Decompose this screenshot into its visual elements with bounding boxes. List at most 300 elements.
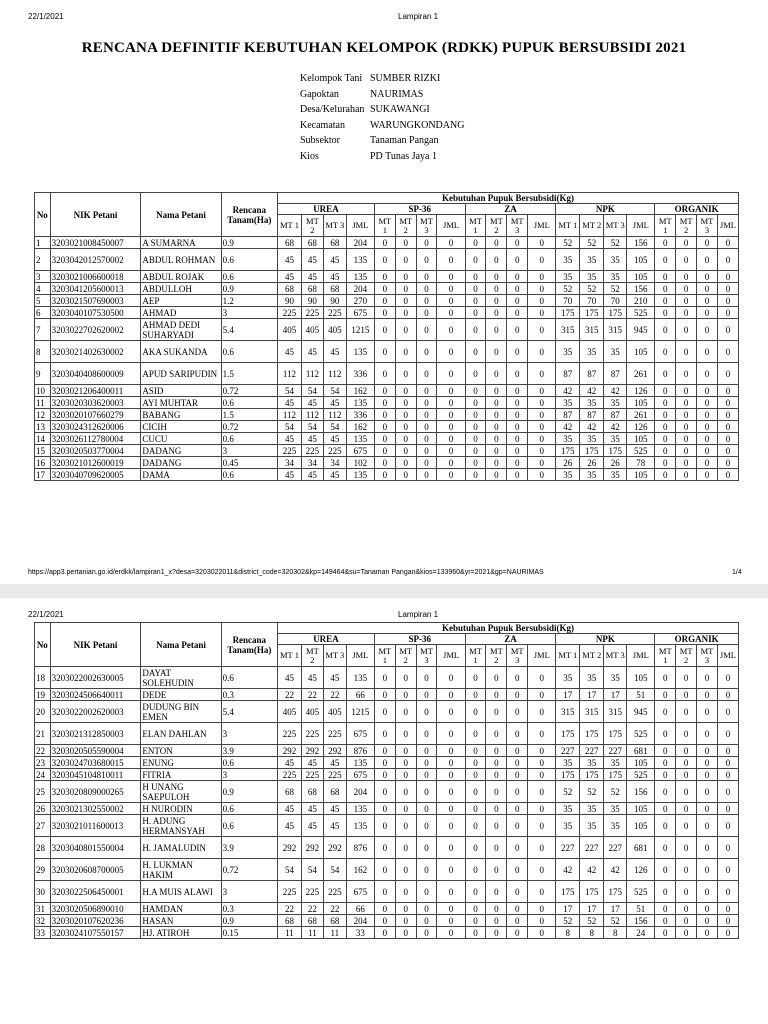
cell-value: 0 bbox=[416, 445, 437, 457]
cell-rencana: 0.72 bbox=[221, 385, 277, 397]
cell-value: 225 bbox=[277, 881, 301, 903]
cell-value: 45 bbox=[277, 271, 301, 283]
table-row bbox=[35, 469, 739, 481]
cell-value: 292 bbox=[323, 837, 346, 859]
header-sub: MT 3 bbox=[507, 645, 528, 667]
cell-value: 175 bbox=[604, 307, 627, 319]
cell-value: 35 bbox=[580, 803, 604, 815]
cell-rencana: 0.6 bbox=[221, 271, 277, 283]
cell-value: 1215 bbox=[346, 319, 374, 341]
cell-value: 35 bbox=[556, 667, 580, 689]
cell-value: 42 bbox=[604, 421, 627, 433]
cell-value: 0 bbox=[717, 249, 738, 271]
cell-rencana: 0.6 bbox=[221, 667, 277, 689]
info-row bbox=[300, 149, 464, 165]
cell-value: 0 bbox=[486, 341, 507, 363]
cell-nik: 3203021402630002 bbox=[50, 341, 141, 363]
header-nama: Nama Petani bbox=[141, 193, 221, 237]
cell-value: 0 bbox=[416, 363, 437, 385]
cell-value: 35 bbox=[580, 433, 604, 445]
cell-value: 0 bbox=[655, 433, 676, 445]
cell-no: 6 bbox=[35, 307, 51, 319]
cell-value: 0 bbox=[437, 667, 465, 689]
info-label: Gapoktan bbox=[300, 88, 339, 100]
table-row bbox=[35, 723, 739, 745]
cell-value: 175 bbox=[580, 769, 604, 781]
table-row bbox=[35, 433, 739, 445]
cell-value: 0 bbox=[486, 689, 507, 701]
header-fertilizer: UREA bbox=[277, 204, 374, 215]
cell-value: 135 bbox=[346, 249, 374, 271]
cell-value: 210 bbox=[627, 295, 655, 307]
cell-value: 0 bbox=[655, 341, 676, 363]
cell-value: 8 bbox=[556, 927, 580, 939]
header-kebutuhan: Kebutuhan Pupuk Bersubsidi(Kg) bbox=[277, 193, 738, 204]
cell-value: 0 bbox=[374, 689, 395, 701]
cell-no: 13 bbox=[35, 421, 51, 433]
cell-no: 32 bbox=[35, 915, 51, 927]
cell-value: 175 bbox=[580, 723, 604, 745]
cell-value: 175 bbox=[604, 723, 627, 745]
cell-nama: ABDULLOH bbox=[141, 283, 221, 295]
cell-value: 0 bbox=[717, 363, 738, 385]
cell-value: 112 bbox=[323, 363, 346, 385]
cell-value: 0 bbox=[486, 803, 507, 815]
cell-value: 675 bbox=[346, 445, 374, 457]
cell-no: 30 bbox=[35, 881, 51, 903]
cell-value: 17 bbox=[556, 903, 580, 915]
cell-value: 0 bbox=[437, 249, 465, 271]
cell-value: 336 bbox=[346, 409, 374, 421]
group-info bbox=[300, 71, 464, 164]
cell-no: 25 bbox=[35, 781, 51, 803]
header-sub: MT 2 bbox=[395, 645, 416, 667]
cell-nama: AYI MUHTAR bbox=[141, 397, 221, 409]
cell-value: 87 bbox=[604, 363, 627, 385]
cell-value: 54 bbox=[301, 421, 323, 433]
cell-value: 0 bbox=[465, 667, 486, 689]
cell-rencana: 0.9 bbox=[221, 237, 277, 249]
cell-value: 0 bbox=[676, 815, 697, 837]
cell-value: 0 bbox=[528, 903, 556, 915]
cell-value: 34 bbox=[323, 457, 346, 469]
table-row bbox=[35, 397, 739, 409]
cell-value: 0 bbox=[486, 881, 507, 903]
cell-value: 35 bbox=[604, 757, 627, 769]
cell-value: 292 bbox=[277, 745, 301, 757]
cell-value: 45 bbox=[323, 249, 346, 271]
cell-value: 0 bbox=[465, 837, 486, 859]
cell-nik: 3203024107550157 bbox=[50, 927, 141, 939]
cell-value: 0 bbox=[717, 397, 738, 409]
header-row bbox=[35, 193, 739, 204]
cell-value: 0 bbox=[717, 469, 738, 481]
cell-value: 204 bbox=[346, 781, 374, 803]
cell-value: 0 bbox=[717, 457, 738, 469]
cell-value: 0 bbox=[717, 881, 738, 903]
cell-value: 0 bbox=[416, 295, 437, 307]
cell-value: 0 bbox=[507, 859, 528, 881]
cell-value: 0 bbox=[697, 433, 718, 445]
cell-value: 51 bbox=[627, 903, 655, 915]
cell-value: 0 bbox=[507, 667, 528, 689]
cell-value: 0 bbox=[374, 421, 395, 433]
cell-value: 0 bbox=[507, 769, 528, 781]
cell-value: 35 bbox=[604, 803, 627, 815]
cell-nama: DAYAT SOLEHUDIN bbox=[141, 667, 221, 689]
cell-value: 0 bbox=[717, 689, 738, 701]
cell-value: 0 bbox=[395, 815, 416, 837]
cell-value: 0 bbox=[395, 757, 416, 769]
cell-value: 315 bbox=[580, 319, 604, 341]
cell-value: 0 bbox=[676, 927, 697, 939]
cell-value: 68 bbox=[301, 283, 323, 295]
cell-nik: 3203022506450001 bbox=[50, 881, 141, 903]
cell-value: 315 bbox=[604, 701, 627, 723]
cell-nik: 3203024703680015 bbox=[50, 757, 141, 769]
cell-value: 0 bbox=[437, 927, 465, 939]
cell-value: 0 bbox=[655, 927, 676, 939]
cell-value: 0 bbox=[717, 667, 738, 689]
cell-value: 70 bbox=[580, 295, 604, 307]
cell-value: 70 bbox=[556, 295, 580, 307]
cell-value: 225 bbox=[277, 723, 301, 745]
cell-value: 0 bbox=[655, 689, 676, 701]
cell-value: 0 bbox=[374, 271, 395, 283]
cell-value: 0 bbox=[528, 445, 556, 457]
cell-value: 33 bbox=[346, 927, 374, 939]
cell-value: 0 bbox=[528, 307, 556, 319]
table-row bbox=[35, 271, 739, 283]
cell-value: 0 bbox=[416, 397, 437, 409]
cell-value: 156 bbox=[627, 283, 655, 295]
cell-value: 0 bbox=[655, 397, 676, 409]
cell-value: 52 bbox=[556, 781, 580, 803]
cell-value: 0 bbox=[374, 433, 395, 445]
cell-value: 42 bbox=[556, 421, 580, 433]
cell-value: 0 bbox=[486, 409, 507, 421]
cell-value: 0 bbox=[416, 927, 437, 939]
cell-value: 405 bbox=[301, 319, 323, 341]
cell-value: 0 bbox=[465, 249, 486, 271]
cell-nama: AHMAD bbox=[141, 307, 221, 319]
cell-value: 0 bbox=[374, 457, 395, 469]
cell-value: 0 bbox=[416, 469, 437, 481]
cell-value: 525 bbox=[627, 723, 655, 745]
cell-value: 162 bbox=[346, 421, 374, 433]
cell-value: 105 bbox=[627, 803, 655, 815]
cell-rencana: 3 bbox=[221, 769, 277, 781]
header-sub: MT 2 bbox=[580, 645, 604, 667]
cell-value: 0 bbox=[717, 927, 738, 939]
cell-value: 52 bbox=[604, 915, 627, 927]
cell-value: 876 bbox=[346, 837, 374, 859]
cell-value: 0 bbox=[697, 815, 718, 837]
cell-value: 0 bbox=[465, 469, 486, 481]
cell-nama: H. LUKMAN HAKIM bbox=[141, 859, 221, 881]
cell-value: 0 bbox=[437, 903, 465, 915]
cell-nik: 3203021206400011 bbox=[50, 385, 141, 397]
cell-value: 0 bbox=[395, 319, 416, 341]
cell-value: 315 bbox=[556, 319, 580, 341]
cell-value: 0 bbox=[676, 745, 697, 757]
cell-value: 105 bbox=[627, 469, 655, 481]
cell-value: 0 bbox=[528, 295, 556, 307]
cell-rencana: 3 bbox=[221, 881, 277, 903]
info-value: SUMBER RIZKI bbox=[370, 73, 441, 84]
header-sub: MT 2 bbox=[301, 215, 323, 237]
cell-value: 0 bbox=[486, 837, 507, 859]
cell-value: 0 bbox=[528, 667, 556, 689]
cell-value: 0 bbox=[395, 363, 416, 385]
cell-value: 87 bbox=[604, 409, 627, 421]
cell-value: 0 bbox=[416, 433, 437, 445]
cell-value: 45 bbox=[323, 433, 346, 445]
cell-value: 0 bbox=[507, 237, 528, 249]
cell-value: 0 bbox=[486, 757, 507, 769]
cell-value: 0 bbox=[528, 421, 556, 433]
header-nik: NIK Petani bbox=[50, 193, 141, 237]
cell-value: 35 bbox=[556, 803, 580, 815]
cell-value: 0 bbox=[528, 701, 556, 723]
cell-rencana: 5.4 bbox=[221, 319, 277, 341]
cell-value: 45 bbox=[301, 469, 323, 481]
cell-value: 0 bbox=[655, 249, 676, 271]
cell-no: 1 bbox=[35, 237, 51, 249]
table-row bbox=[35, 283, 739, 295]
cell-value: 45 bbox=[277, 341, 301, 363]
header-sub: JML bbox=[717, 215, 738, 237]
cell-value: 35 bbox=[556, 397, 580, 409]
cell-value: 270 bbox=[346, 295, 374, 307]
cell-value: 0 bbox=[437, 745, 465, 757]
cell-value: 0 bbox=[507, 745, 528, 757]
cell-value: 45 bbox=[323, 757, 346, 769]
cell-value: 45 bbox=[301, 397, 323, 409]
header-sub: MT 3 bbox=[416, 645, 437, 667]
header-nama: Nama Petani bbox=[141, 623, 221, 667]
cell-nik: 3203021507690003 bbox=[50, 295, 141, 307]
cell-value: 0 bbox=[697, 915, 718, 927]
cell-value: 45 bbox=[277, 469, 301, 481]
cell-value: 0 bbox=[697, 781, 718, 803]
rdkk-table-page-1 bbox=[34, 192, 739, 481]
cell-value: 204 bbox=[346, 237, 374, 249]
cell-no: 28 bbox=[35, 837, 51, 859]
cell-value: 22 bbox=[277, 903, 301, 915]
info-value: WARUNGKONDANG bbox=[370, 119, 465, 131]
cell-value: 225 bbox=[277, 445, 301, 457]
cell-rencana: 5.4 bbox=[221, 701, 277, 723]
print-date: 22/1/2021 bbox=[28, 12, 64, 21]
cell-nama: CUCU bbox=[141, 433, 221, 445]
header-sub: MT 1 bbox=[465, 215, 486, 237]
cell-rencana: 0.3 bbox=[221, 903, 277, 915]
cell-value: 54 bbox=[277, 421, 301, 433]
table-row bbox=[35, 363, 739, 385]
cell-value: 0 bbox=[697, 421, 718, 433]
cell-value: 0 bbox=[655, 903, 676, 915]
cell-value: 261 bbox=[627, 363, 655, 385]
cell-value: 0 bbox=[697, 903, 718, 915]
cell-value: 292 bbox=[301, 745, 323, 757]
cell-value: 0 bbox=[717, 421, 738, 433]
cell-value: 0 bbox=[507, 837, 528, 859]
cell-value: 0 bbox=[437, 881, 465, 903]
header-kebutuhan: Kebutuhan Pupuk Bersubsidi(Kg) bbox=[277, 623, 738, 634]
cell-value: 315 bbox=[556, 701, 580, 723]
cell-value: 0 bbox=[655, 769, 676, 781]
cell-value: 0 bbox=[465, 915, 486, 927]
table-row bbox=[35, 859, 739, 881]
cell-value: 0 bbox=[437, 307, 465, 319]
cell-value: 0 bbox=[437, 409, 465, 421]
cell-value: 135 bbox=[346, 341, 374, 363]
cell-value: 0 bbox=[507, 433, 528, 445]
info-value: PD Tunas Jaya 1 bbox=[370, 150, 437, 162]
cell-value: 0 bbox=[486, 307, 507, 319]
cell-rencana: 0.6 bbox=[221, 757, 277, 769]
cell-value: 675 bbox=[346, 307, 374, 319]
cell-value: 34 bbox=[277, 457, 301, 469]
cell-value: 0 bbox=[486, 769, 507, 781]
cell-value: 0 bbox=[507, 757, 528, 769]
header-row bbox=[35, 623, 739, 634]
cell-value: 162 bbox=[346, 859, 374, 881]
cell-value: 0 bbox=[374, 781, 395, 803]
cell-value: 22 bbox=[277, 689, 301, 701]
info-value: Tanaman Pangan bbox=[370, 135, 439, 146]
cell-nik: 3203020107660279 bbox=[50, 409, 141, 421]
cell-value: 0 bbox=[676, 469, 697, 481]
header-sub: MT 3 bbox=[416, 215, 437, 237]
cell-value: 0 bbox=[416, 249, 437, 271]
cell-value: 22 bbox=[301, 903, 323, 915]
cell-value: 0 bbox=[717, 433, 738, 445]
cell-value: 0 bbox=[655, 363, 676, 385]
cell-value: 35 bbox=[604, 667, 627, 689]
cell-value: 68 bbox=[323, 237, 346, 249]
cell-value: 45 bbox=[277, 667, 301, 689]
cell-nama: H NURODIN bbox=[141, 803, 221, 815]
cell-value: 0 bbox=[528, 469, 556, 481]
cell-nik: 3203020503770004 bbox=[50, 445, 141, 457]
cell-value: 0 bbox=[507, 271, 528, 283]
cell-value: 0 bbox=[697, 701, 718, 723]
page-number: 1/4 bbox=[732, 569, 742, 576]
info-value: NAURIMAS bbox=[370, 88, 424, 100]
cell-nik: 3203021302550002 bbox=[50, 803, 141, 815]
document-page-2 bbox=[0, 598, 768, 1024]
cell-nama: DEDE bbox=[141, 689, 221, 701]
cell-value: 90 bbox=[323, 295, 346, 307]
header-fertilizer: SP-36 bbox=[374, 204, 465, 215]
cell-value: 87 bbox=[580, 363, 604, 385]
header-sub: JML bbox=[627, 645, 655, 667]
cell-value: 54 bbox=[301, 385, 323, 397]
cell-value: 0 bbox=[395, 803, 416, 815]
cell-value: 126 bbox=[627, 859, 655, 881]
cell-value: 0 bbox=[507, 927, 528, 939]
cell-value: 0 bbox=[486, 903, 507, 915]
cell-value: 0 bbox=[416, 903, 437, 915]
cell-value: 876 bbox=[346, 745, 374, 757]
table-row bbox=[35, 307, 739, 319]
cell-value: 68 bbox=[323, 915, 346, 927]
cell-value: 0 bbox=[697, 295, 718, 307]
table-row bbox=[35, 781, 739, 803]
cell-value: 0 bbox=[416, 781, 437, 803]
cell-value: 35 bbox=[580, 249, 604, 271]
cell-value: 0 bbox=[416, 745, 437, 757]
cell-value: 525 bbox=[627, 307, 655, 319]
cell-value: 175 bbox=[556, 723, 580, 745]
cell-value: 78 bbox=[627, 457, 655, 469]
cell-value: 0 bbox=[416, 409, 437, 421]
cell-value: 0 bbox=[395, 745, 416, 757]
cell-value: 0 bbox=[528, 723, 556, 745]
cell-value: 17 bbox=[580, 689, 604, 701]
cell-value: 0 bbox=[416, 815, 437, 837]
cell-nik: 3203021008450007 bbox=[50, 237, 141, 249]
cell-value: 227 bbox=[580, 745, 604, 757]
cell-value: 0 bbox=[437, 421, 465, 433]
cell-value: 0 bbox=[507, 341, 528, 363]
cell-value: 126 bbox=[627, 385, 655, 397]
cell-value: 0 bbox=[717, 903, 738, 915]
cell-no: 18 bbox=[35, 667, 51, 689]
cell-no: 24 bbox=[35, 769, 51, 781]
table-row bbox=[35, 249, 739, 271]
cell-value: 0 bbox=[416, 859, 437, 881]
cell-rencana: 0.6 bbox=[221, 397, 277, 409]
info-row bbox=[300, 133, 464, 149]
cell-value: 0 bbox=[465, 723, 486, 745]
cell-value: 0 bbox=[676, 363, 697, 385]
cell-value: 66 bbox=[346, 689, 374, 701]
cell-rencana: 0.6 bbox=[221, 249, 277, 271]
cell-nik: 3203022002630005 bbox=[50, 667, 141, 689]
cell-value: 0 bbox=[465, 341, 486, 363]
cell-value: 405 bbox=[301, 701, 323, 723]
cell-value: 0 bbox=[437, 781, 465, 803]
cell-value: 0 bbox=[395, 307, 416, 319]
table-row bbox=[35, 457, 739, 469]
cell-value: 54 bbox=[301, 859, 323, 881]
cell-value: 0 bbox=[528, 457, 556, 469]
cell-value: 225 bbox=[323, 881, 346, 903]
cell-nama: AHMAD DEDI SUHARYADI bbox=[141, 319, 221, 341]
header-sub: MT 2 bbox=[395, 215, 416, 237]
cell-value: 0 bbox=[374, 469, 395, 481]
header-sub: MT 3 bbox=[323, 215, 346, 237]
cell-value: 336 bbox=[346, 363, 374, 385]
cell-nama: DADANG bbox=[141, 457, 221, 469]
cell-value: 45 bbox=[301, 341, 323, 363]
info-label: Desa/Kelurahan bbox=[300, 104, 365, 115]
cell-value: 0 bbox=[676, 723, 697, 745]
cell-rencana: 0.6 bbox=[221, 469, 277, 481]
table-row bbox=[35, 815, 739, 837]
cell-value: 0 bbox=[717, 745, 738, 757]
cell-value: 945 bbox=[627, 701, 655, 723]
cell-value: 0 bbox=[528, 689, 556, 701]
cell-value: 0 bbox=[507, 689, 528, 701]
cell-value: 0 bbox=[437, 469, 465, 481]
cell-value: 225 bbox=[301, 445, 323, 457]
cell-value: 90 bbox=[301, 295, 323, 307]
info-row bbox=[300, 87, 464, 103]
